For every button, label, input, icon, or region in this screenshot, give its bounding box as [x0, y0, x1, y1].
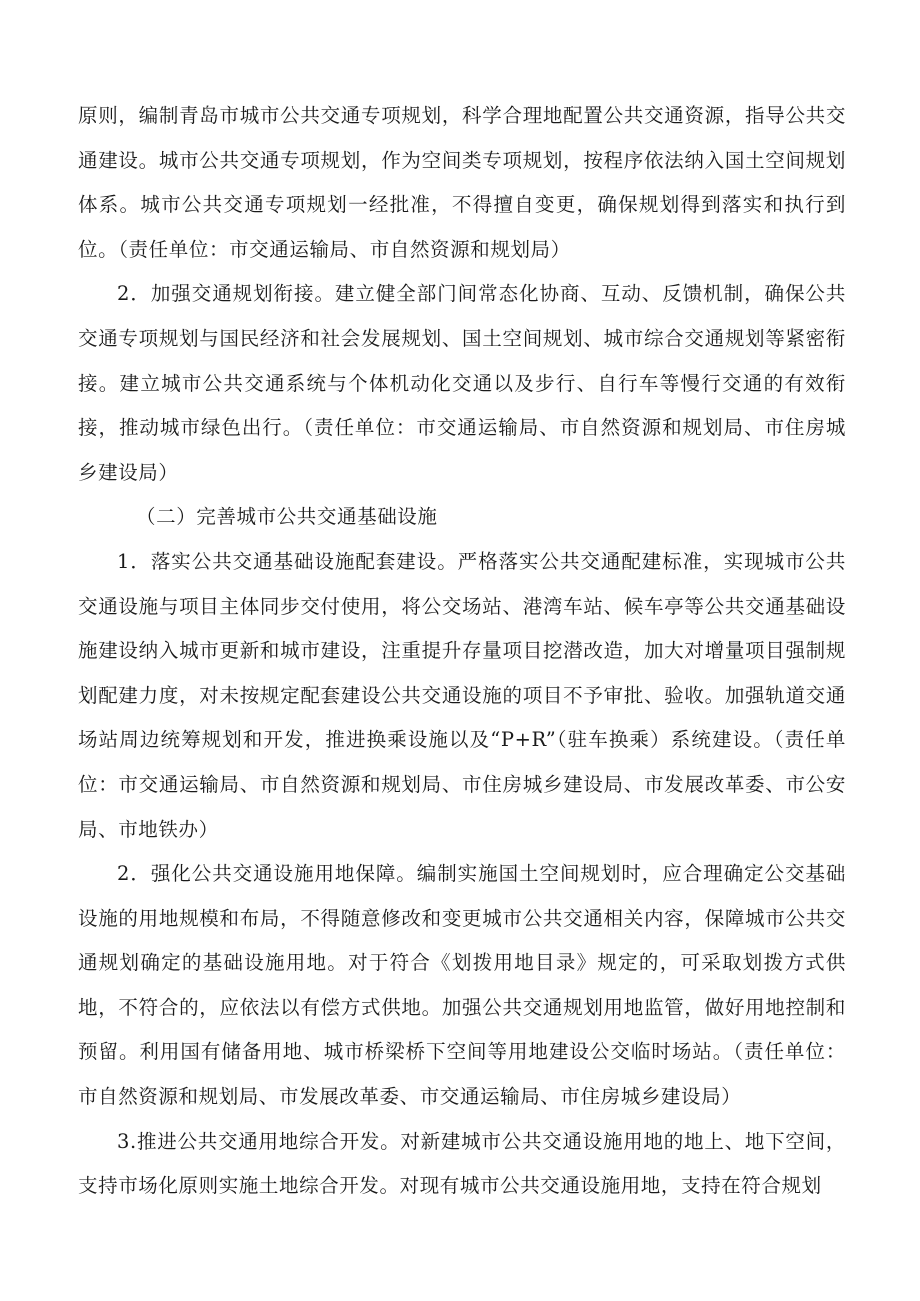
section-heading: （二）完善城市公共交通基础设施	[136, 505, 438, 529]
paragraph-land-development: 3.推进公共交通用地综合开发。对新建城市公共交通设施用地的地上、地下空间，支持市场化原则实施土地综合开发。对现有城市公共交通设施用地，支持在符合规划	[78, 1129, 846, 1198]
document-body	[78, 94, 846, 1209]
paragraph-land-use-guarantee: 2．强化公共交通设施用地保障。编制实施国土空间规划时，应合理确定公交基础设施的用地规模和布局，不得随意修改和变更城市公共交通相关内容，保障城市公共交通规划确定的基础设施用地。对于符合《划拨用地目录》规定的，可采取划拨方式供地，不符合的，应依法以有偿方式供地。加强公共交通规划用地监管，做好用地控制和预留。利用国有储备用地、城市桥梁桥下空间等用地建设公交临时场站。（责任单位：市自然资源和规划局、市发展改革委、市交通运输局、市住房城乡建设局）	[78, 862, 846, 1109]
paragraph-infrastructure-construction: 1．落实公共交通基础设施配套建设。严格落实公共交通配建标准，实现城市公共交通设施与项目主体同步交付使用，将公交场站、港湾车站、候车亭等公共交通基础设施建设纳入城市更新和城市建设，注重提升存量项目挖潜改造，加大对增量项目强制规划配建力度，对未按规定配套建设公共交通设施的项目不予审批、验收。加强轨道交通场站周边统筹规划和开发，推进换乘设施以及“P+R”（驻车换乘）系统建设。（责任单位：市交通运输局、市自然资源和规划局、市住房城乡建设局、市发展改革委、市公安局、市地铁办）	[78, 549, 846, 841]
paragraph-planning-continuation: 原则，编制青岛市城市公共交通专项规划，科学合理地配置公共交通资源，指导公共交通建设。城市公共交通专项规划，作为空间类专项规划，按程序依法纳入国土空间规划体系。城市公共交通专项规划一经批准，不得擅自变更，确保规划得到落实和执行到位。（责任单位：市交通运输局、市自然资源和规划局）	[78, 104, 846, 261]
paragraph-planning-coordination: 2．加强交通规划衔接。建立健全部门间常态化协商、互动、反馈机制，确保公共交通专项规划与国民经济和社会发展规划、国土空间规划、城市综合交通规划等紧密衔接。建立城市公共交通系统与个体机动化交通以及步行、自行车等慢行交通的有效衔接，推动城市绿色出行。（责任单位：市交通运输局、市自然资源和规划局、市住房城乡建设局）	[78, 282, 846, 484]
